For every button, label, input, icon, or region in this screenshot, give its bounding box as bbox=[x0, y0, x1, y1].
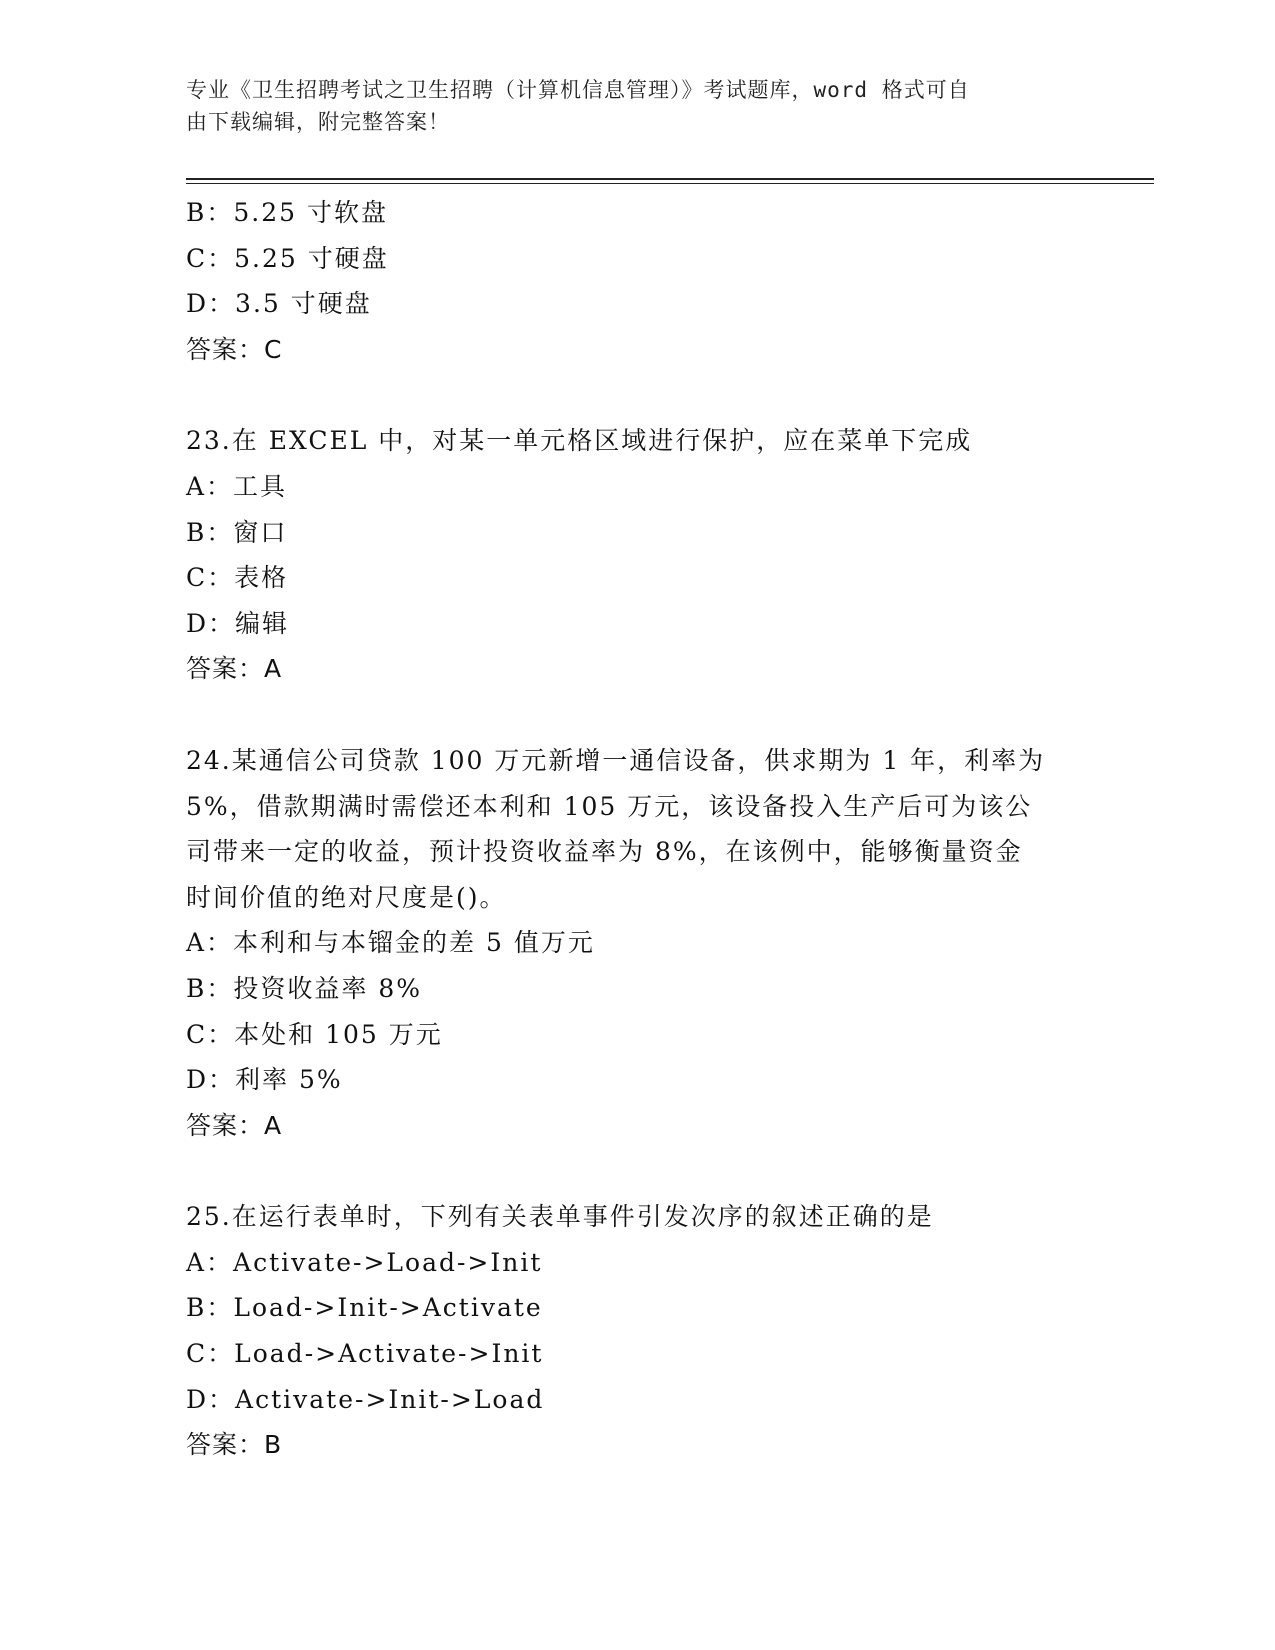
option-c: C：表格 bbox=[186, 563, 289, 593]
option-c: C：5.25 寸硬盘 bbox=[186, 243, 389, 273]
option-b: B：投资收益率 8% bbox=[186, 973, 422, 1003]
answer-line: 答案：A bbox=[186, 1110, 283, 1140]
question-stem-line-2: 5%，借款期满时需偿还本利和 105 万元，该设备投入生产后可为该公 bbox=[186, 791, 1033, 821]
option-a: A：本利和与本镏金的差 5 值万元 bbox=[186, 928, 595, 958]
question-23-block bbox=[186, 418, 1076, 692]
question-22-block bbox=[186, 190, 1076, 372]
answer-line: 答案：C bbox=[186, 334, 283, 364]
option-b: B：5.25 寸软盘 bbox=[186, 198, 388, 227]
document-header bbox=[186, 74, 1066, 138]
question-list bbox=[186, 190, 1076, 1468]
question-stem-line-1: 24.某通信公司贷款 100 万元新增一通信设备，供求期为 1 年，利率为 bbox=[186, 745, 1046, 775]
spacer bbox=[186, 372, 1076, 418]
option-b: B：Load->Init->Activate bbox=[186, 1293, 543, 1323]
header-divider-thin bbox=[186, 183, 1154, 184]
option-d: D：利率 5% bbox=[186, 1065, 343, 1095]
question-25-block bbox=[186, 1194, 1076, 1468]
question-stem: 23.在 EXCEL 中，对某一单元格区域进行保护，应在菜单下完成 bbox=[186, 426, 973, 456]
option-d: D：Activate->Init->Load bbox=[186, 1384, 545, 1414]
spacer bbox=[186, 692, 1076, 738]
answer-line: 答案：B bbox=[186, 1430, 283, 1460]
header-line-1: 专业《卫生招聘考试之卫生招聘（计算机信息管理）》考试题库，word 格式可自 bbox=[186, 78, 970, 102]
answer-line: 答案：A bbox=[186, 654, 283, 684]
option-d: D：3.5 寸硬盘 bbox=[186, 289, 372, 319]
question-stem-line-3: 司带来一定的收益，预计投资收益率为 8%，在该例中，能够衡量资金 bbox=[186, 837, 1023, 867]
header-divider bbox=[186, 178, 1154, 180]
option-c: C：本处和 105 万元 bbox=[186, 1019, 443, 1049]
option-c: C：Load->Activate->Init bbox=[186, 1339, 544, 1369]
question-stem: 25.在运行表单时，下列有关表单事件引发次序的叙述正确的是 bbox=[186, 1202, 934, 1232]
question-24-block bbox=[186, 738, 1076, 1148]
option-b: B：窗口 bbox=[186, 517, 288, 547]
option-d: D：编辑 bbox=[186, 608, 290, 638]
spacer bbox=[186, 1148, 1076, 1194]
header-line-2: 由下载编辑，附完整答案！ bbox=[186, 110, 450, 134]
option-a: A：工具 bbox=[186, 471, 288, 501]
question-stem-line-4: 时间价值的绝对尺度是()。 bbox=[186, 882, 507, 912]
option-a: A：Activate->Load->Init bbox=[186, 1247, 543, 1277]
